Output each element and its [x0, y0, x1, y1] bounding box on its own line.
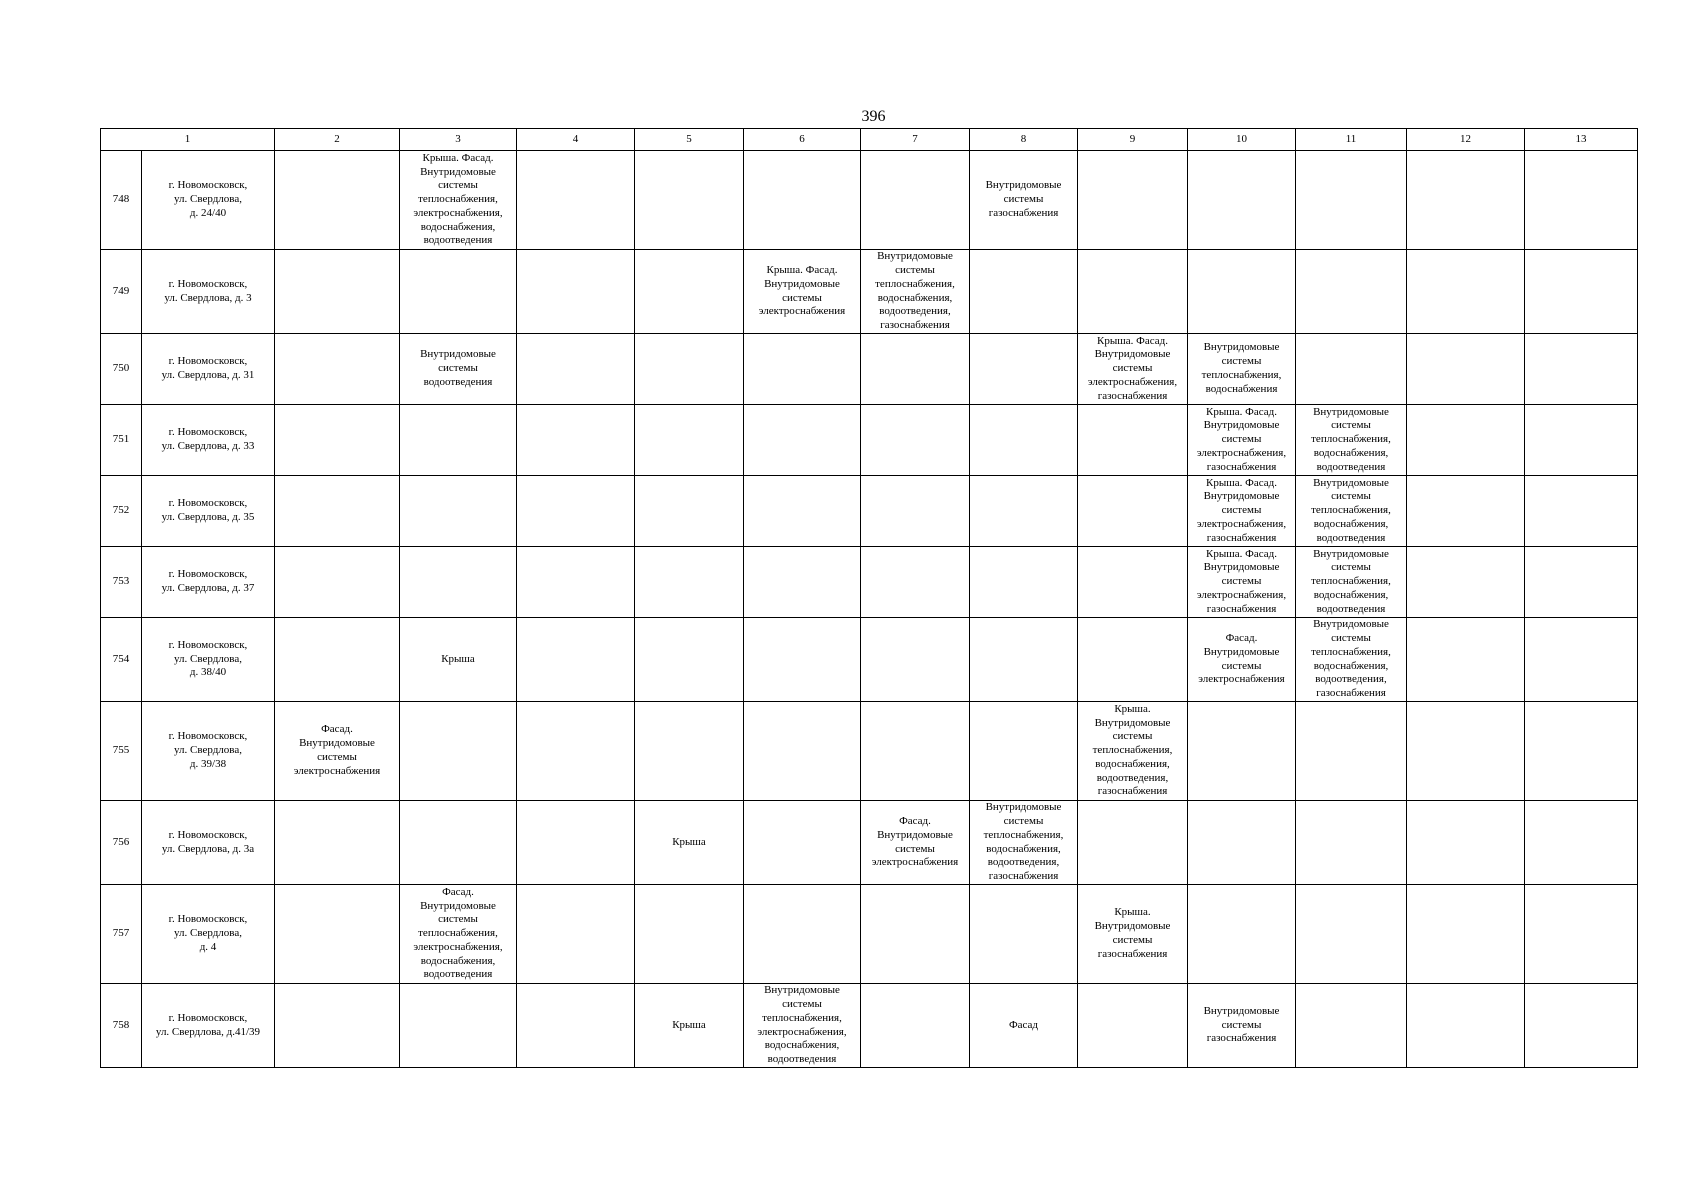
address-cell: г. Новомосковск, ул. Свердлова, д.41/39	[142, 984, 275, 1068]
work-cell	[400, 702, 517, 801]
work-cell: Внутридомовые системы газоснабжения	[970, 151, 1078, 250]
address-cell: г. Новомосковск, ул. Свердлова, д. 24/40	[142, 151, 275, 250]
work-cell	[1407, 801, 1525, 885]
address-cell: г. Новомосковск, ул. Свердлова, д. 37	[142, 547, 275, 618]
column-header: 4	[517, 129, 635, 151]
row-number: 757	[101, 885, 142, 984]
work-cell: Крыша. Фасад. Внутридомовые системы электроснабжения, газоснабжения	[1078, 334, 1188, 405]
work-cell	[744, 618, 861, 702]
work-cell: Внутридомовые системы теплоснабжения, водоснабжения, водоотведения	[1296, 476, 1407, 547]
work-cell	[275, 618, 400, 702]
work-cell	[861, 476, 970, 547]
work-cell	[517, 405, 635, 476]
work-cell	[1407, 547, 1525, 618]
row-number: 754	[101, 618, 142, 702]
row-number: 751	[101, 405, 142, 476]
work-cell	[517, 984, 635, 1068]
row-number: 753	[101, 547, 142, 618]
address-cell: г. Новомосковск, ул. Свердлова, д. 3	[142, 250, 275, 334]
work-cell	[744, 405, 861, 476]
work-cell	[635, 476, 744, 547]
table-row	[101, 801, 1638, 885]
work-cell: Крыша. Фасад. Внутридомовые системы электроснабжения, газоснабжения	[1188, 547, 1296, 618]
work-cell	[861, 702, 970, 801]
work-cell: Крыша. Внутридомовые системы газоснабжения	[1078, 885, 1188, 984]
work-cell	[1407, 151, 1525, 250]
column-header: 9	[1078, 129, 1188, 151]
work-cell: Фасад. Внутридомовые системы электроснабжения	[861, 801, 970, 885]
address-cell: г. Новомосковск, ул. Свердлова, д. 38/40	[142, 618, 275, 702]
work-cell	[517, 250, 635, 334]
work-cell	[1296, 801, 1407, 885]
work-cell	[861, 151, 970, 250]
work-cell	[1525, 334, 1638, 405]
work-cell: Крыша. Фасад. Внутридомовые системы теплоснабжения, электроснабжения, водоснабжения, водоотведения	[400, 151, 517, 250]
work-cell: Крыша. Внутридомовые системы теплоснабжения, водоснабжения, водоотведения, газоснабжения	[1078, 702, 1188, 801]
work-cell: Фасад. Внутридомовые системы электроснабжения	[1188, 618, 1296, 702]
work-cell	[1525, 618, 1638, 702]
work-cell: Внутридомовые системы водоотведения	[400, 334, 517, 405]
table-row	[101, 984, 1638, 1068]
work-cell: Крыша. Фасад. Внутридомовые системы электроснабжения	[744, 250, 861, 334]
work-cell	[1078, 801, 1188, 885]
work-cell: Внутридомовые системы теплоснабжения, водоснабжения, водоотведения, газоснабжения	[1296, 618, 1407, 702]
work-cell	[400, 984, 517, 1068]
work-cell	[1525, 405, 1638, 476]
work-cell	[635, 405, 744, 476]
work-cell	[1296, 334, 1407, 405]
work-cell	[517, 476, 635, 547]
row-number: 748	[101, 151, 142, 250]
work-cell	[744, 334, 861, 405]
work-cell: Фасад	[970, 984, 1078, 1068]
column-header: 1	[101, 129, 275, 151]
row-number: 749	[101, 250, 142, 334]
address-cell: г. Новомосковск, ул. Свердлова, д. 39/38	[142, 702, 275, 801]
work-cell	[1407, 250, 1525, 334]
column-header: 7	[861, 129, 970, 151]
work-cell	[400, 405, 517, 476]
row-number: 755	[101, 702, 142, 801]
work-cell	[1296, 885, 1407, 984]
work-cell	[970, 405, 1078, 476]
address-cell: г. Новомосковск, ул. Свердлова, д. 31	[142, 334, 275, 405]
work-cell	[1525, 151, 1638, 250]
work-cell	[1188, 801, 1296, 885]
work-cell	[744, 885, 861, 984]
work-cell: Крыша. Фасад. Внутридомовые системы электроснабжения, газоснабжения	[1188, 476, 1296, 547]
work-cell	[970, 702, 1078, 801]
work-cell	[1078, 547, 1188, 618]
work-cell	[635, 250, 744, 334]
table-row	[101, 702, 1638, 801]
work-cell	[1078, 618, 1188, 702]
work-cell	[517, 334, 635, 405]
address-cell: г. Новомосковск, ул. Свердлова, д. 35	[142, 476, 275, 547]
work-cell	[970, 547, 1078, 618]
work-cell	[1296, 984, 1407, 1068]
work-cell	[517, 885, 635, 984]
work-cell	[1078, 250, 1188, 334]
work-cell	[861, 334, 970, 405]
column-header: 11	[1296, 129, 1407, 151]
work-cell	[1188, 885, 1296, 984]
work-cell	[1296, 702, 1407, 801]
work-cell	[1407, 885, 1525, 984]
work-cell: Крыша	[635, 801, 744, 885]
work-cell	[275, 334, 400, 405]
work-cell	[1407, 618, 1525, 702]
work-cell	[275, 547, 400, 618]
address-cell: г. Новомосковск, ул. Свердлова, д. 4	[142, 885, 275, 984]
work-cell: Внутридомовые системы теплоснабжения, водоснабжения, водоотведения, газоснабжения	[970, 801, 1078, 885]
work-cell	[1407, 334, 1525, 405]
work-cell	[744, 702, 861, 801]
table-row	[101, 250, 1638, 334]
column-header: 12	[1407, 129, 1525, 151]
work-cell: Крыша. Фасад. Внутридомовые системы электроснабжения, газоснабжения	[1188, 405, 1296, 476]
work-cell	[1188, 250, 1296, 334]
work-cell	[1078, 984, 1188, 1068]
row-number: 756	[101, 801, 142, 885]
table-row	[101, 405, 1638, 476]
work-cell	[1525, 801, 1638, 885]
work-cell	[861, 618, 970, 702]
work-cell	[1188, 151, 1296, 250]
work-cell: Крыша	[400, 618, 517, 702]
work-cell	[517, 801, 635, 885]
table-row	[101, 151, 1638, 250]
work-cell: Фасад. Внутридомовые системы электроснабжения	[275, 702, 400, 801]
work-cell	[970, 476, 1078, 547]
row-number: 752	[101, 476, 142, 547]
work-cell	[517, 547, 635, 618]
work-cell	[635, 702, 744, 801]
work-cell	[861, 547, 970, 618]
work-cell	[861, 984, 970, 1068]
work-cell	[275, 476, 400, 547]
work-cell	[275, 801, 400, 885]
table-row	[101, 476, 1638, 547]
table-row	[101, 334, 1638, 405]
work-cell: Внутридомовые системы теплоснабжения, водоснабжения	[1188, 334, 1296, 405]
table-row	[101, 885, 1638, 984]
work-cell	[1407, 405, 1525, 476]
column-header: 13	[1525, 129, 1638, 151]
work-cell	[400, 801, 517, 885]
work-cell	[861, 885, 970, 984]
work-cell	[1525, 250, 1638, 334]
page-number: 396	[861, 108, 886, 125]
work-cell: Крыша	[635, 984, 744, 1068]
work-cell: Внутридомовые системы теплоснабжения, водоснабжения, водоотведения	[1296, 405, 1407, 476]
work-cell	[1188, 702, 1296, 801]
work-cell	[275, 250, 400, 334]
work-cell	[400, 250, 517, 334]
work-cell: Внутридомовые системы теплоснабжения, водоснабжения, водоотведения	[1296, 547, 1407, 618]
table-row	[101, 547, 1638, 618]
work-cell	[635, 151, 744, 250]
work-cell	[635, 885, 744, 984]
work-cell	[1525, 476, 1638, 547]
work-cell	[744, 547, 861, 618]
work-cell	[400, 476, 517, 547]
work-cell	[1407, 702, 1525, 801]
work-cell	[1525, 885, 1638, 984]
address-cell: г. Новомосковск, ул. Свердлова, д. 3а	[142, 801, 275, 885]
work-cell	[1407, 476, 1525, 547]
work-cell	[275, 984, 400, 1068]
work-cell	[635, 547, 744, 618]
work-cell	[517, 702, 635, 801]
work-cell	[400, 547, 517, 618]
work-cell	[1525, 702, 1638, 801]
address-cell: г. Новомосковск, ул. Свердлова, д. 33	[142, 405, 275, 476]
work-cell	[1525, 547, 1638, 618]
work-cell	[517, 618, 635, 702]
work-cell	[744, 151, 861, 250]
work-cell	[744, 476, 861, 547]
work-cell: Фасад. Внутридомовые системы теплоснабжения, электроснабжения, водоснабжения, водоотведения	[400, 885, 517, 984]
row-number: 750	[101, 334, 142, 405]
work-cell	[1296, 250, 1407, 334]
work-cell	[517, 151, 635, 250]
table-body	[101, 151, 1638, 1068]
work-cell	[970, 334, 1078, 405]
column-header: 3	[400, 129, 517, 151]
work-cell: Внутридомовые системы газоснабжения	[1188, 984, 1296, 1068]
repair-schedule-table	[100, 128, 1638, 1068]
column-number-row	[101, 129, 1638, 151]
work-cell	[1078, 405, 1188, 476]
work-cell	[275, 885, 400, 984]
work-cell	[861, 405, 970, 476]
work-cell	[970, 250, 1078, 334]
work-cell: Внутридомовые системы теплоснабжения, электроснабжения, водоснабжения, водоотведения	[744, 984, 861, 1068]
work-cell	[1078, 151, 1188, 250]
table-row	[101, 618, 1638, 702]
column-header: 10	[1188, 129, 1296, 151]
work-cell	[1296, 151, 1407, 250]
work-cell	[1078, 476, 1188, 547]
work-cell	[1525, 984, 1638, 1068]
work-cell	[635, 334, 744, 405]
column-header: 5	[635, 129, 744, 151]
work-cell	[744, 801, 861, 885]
column-header: 2	[275, 129, 400, 151]
work-cell	[275, 405, 400, 476]
work-cell	[635, 618, 744, 702]
work-cell	[1407, 984, 1525, 1068]
work-cell	[970, 885, 1078, 984]
work-cell: Внутридомовые системы теплоснабжения, водоснабжения, водоотведения, газоснабжения	[861, 250, 970, 334]
column-header: 8	[970, 129, 1078, 151]
work-cell	[970, 618, 1078, 702]
work-cell	[275, 151, 400, 250]
row-number: 758	[101, 984, 142, 1068]
column-header: 6	[744, 129, 861, 151]
